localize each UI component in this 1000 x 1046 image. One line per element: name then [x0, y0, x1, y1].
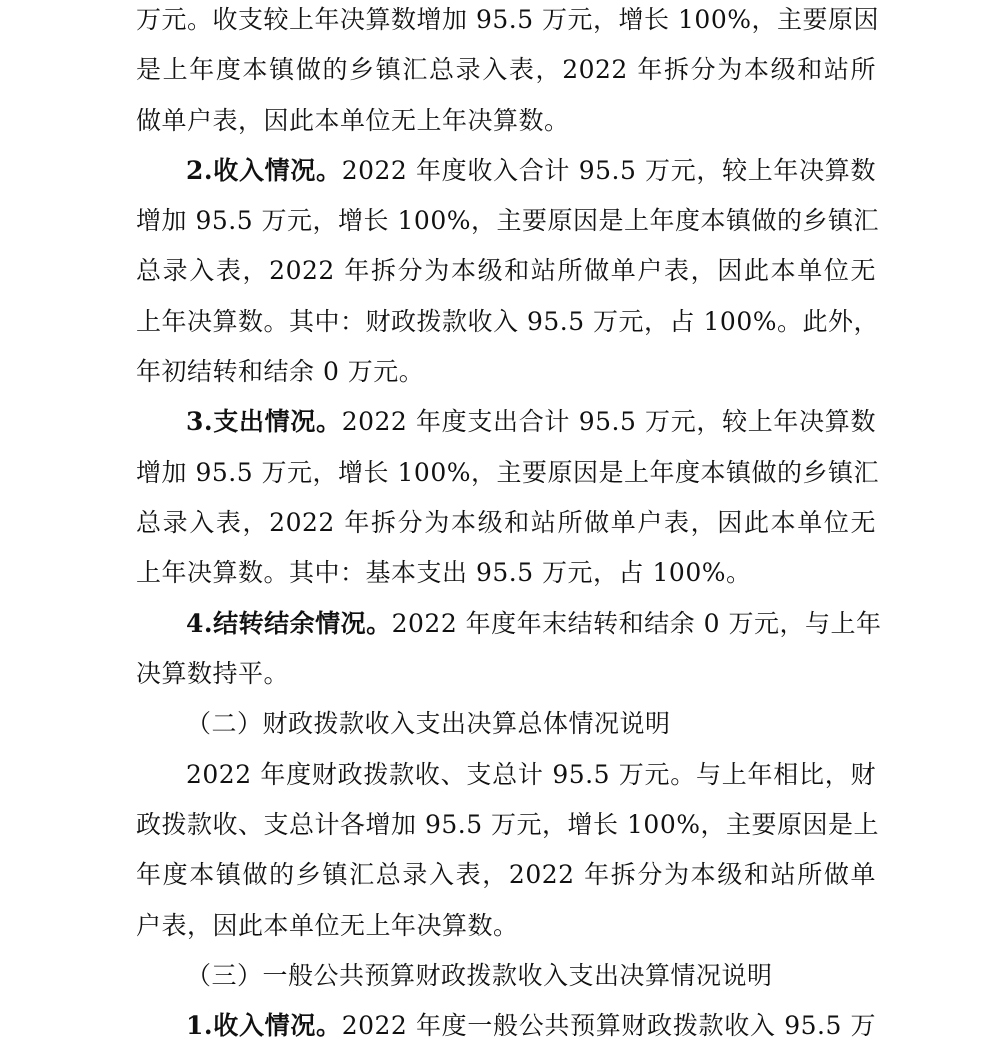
subsection-title-fiscal-overall: （二）财政拨款收入支出决算总体情况说明 — [186, 709, 671, 738]
text-line: 2022 年度一般公共预算财政拨款收入 95.5 万 — [341, 1011, 876, 1040]
text-line: 2022 年度收入合计 95.5 万元，较上年决算数 — [341, 156, 876, 185]
text-line: 上年决算数。其中：基本支出 95.5 万元，占 100%。 — [136, 558, 752, 587]
text-line: 决算数持平。 — [136, 659, 290, 688]
paragraph-carryover — [186, 604, 882, 644]
section-heading-gp-income: 1.收入情况。 — [186, 1011, 342, 1040]
section-heading-expense: 3.支出情况。 — [186, 407, 342, 436]
text-line: 增加 95.5 万元，增长 100%，主要原因是上年度本镇做的乡镇汇 — [136, 458, 879, 487]
section-heading-carryover: 4.结转结余情况。 — [186, 609, 392, 638]
text-line: 年度本镇做的乡镇汇总录入表，2022 年拆分为本级和站所做单 — [136, 860, 876, 889]
text-line: 是上年度本镇做的乡镇汇总录入表，2022 年拆分为本级和站所 — [136, 55, 876, 84]
text-line: 年初结转和结余 0 万元。 — [136, 357, 425, 386]
section-heading-income: 2.收入情况。 — [186, 156, 342, 185]
text-line: 上年决算数。其中：财政拨款收入 95.5 万元，占 100%。此外， — [136, 307, 879, 336]
text-line: 增加 95.5 万元，增长 100%，主要原因是上年度本镇做的乡镇汇 — [136, 206, 879, 235]
text-line: 万元。收支较上年决算数增加 95.5 万元，增长 100%，主要原因 — [136, 5, 879, 34]
paragraph-income — [186, 151, 876, 191]
text-line: 2022 年度支出合计 95.5 万元，较上年决算数 — [341, 407, 876, 436]
text-line: 2022 年度财政拨款收、支总计 95.5 万元。与上年相比，财 — [186, 760, 876, 789]
paragraph-expense — [186, 402, 876, 442]
text-line: 政拨款收、支总计各增加 95.5 万元，增长 100%，主要原因是上 — [136, 810, 879, 839]
paragraph-gp-income — [186, 1006, 876, 1046]
text-line: 总录入表，2022 年拆分为本级和站所做单户表，因此本单位无 — [136, 508, 876, 537]
text-line: 2022 年度年末结转和结余 0 万元，与上年 — [391, 609, 882, 638]
text-line: 户表，因此本单位无上年决算数。 — [136, 911, 519, 940]
text-line: 做单户表，因此本单位无上年决算数。 — [136, 106, 570, 135]
subsection-title-general-public-budget: （三）一般公共预算财政拨款收入支出决算情况说明 — [186, 961, 773, 990]
text-line: 总录入表，2022 年拆分为本级和站所做单户表，因此本单位无 — [136, 256, 876, 285]
